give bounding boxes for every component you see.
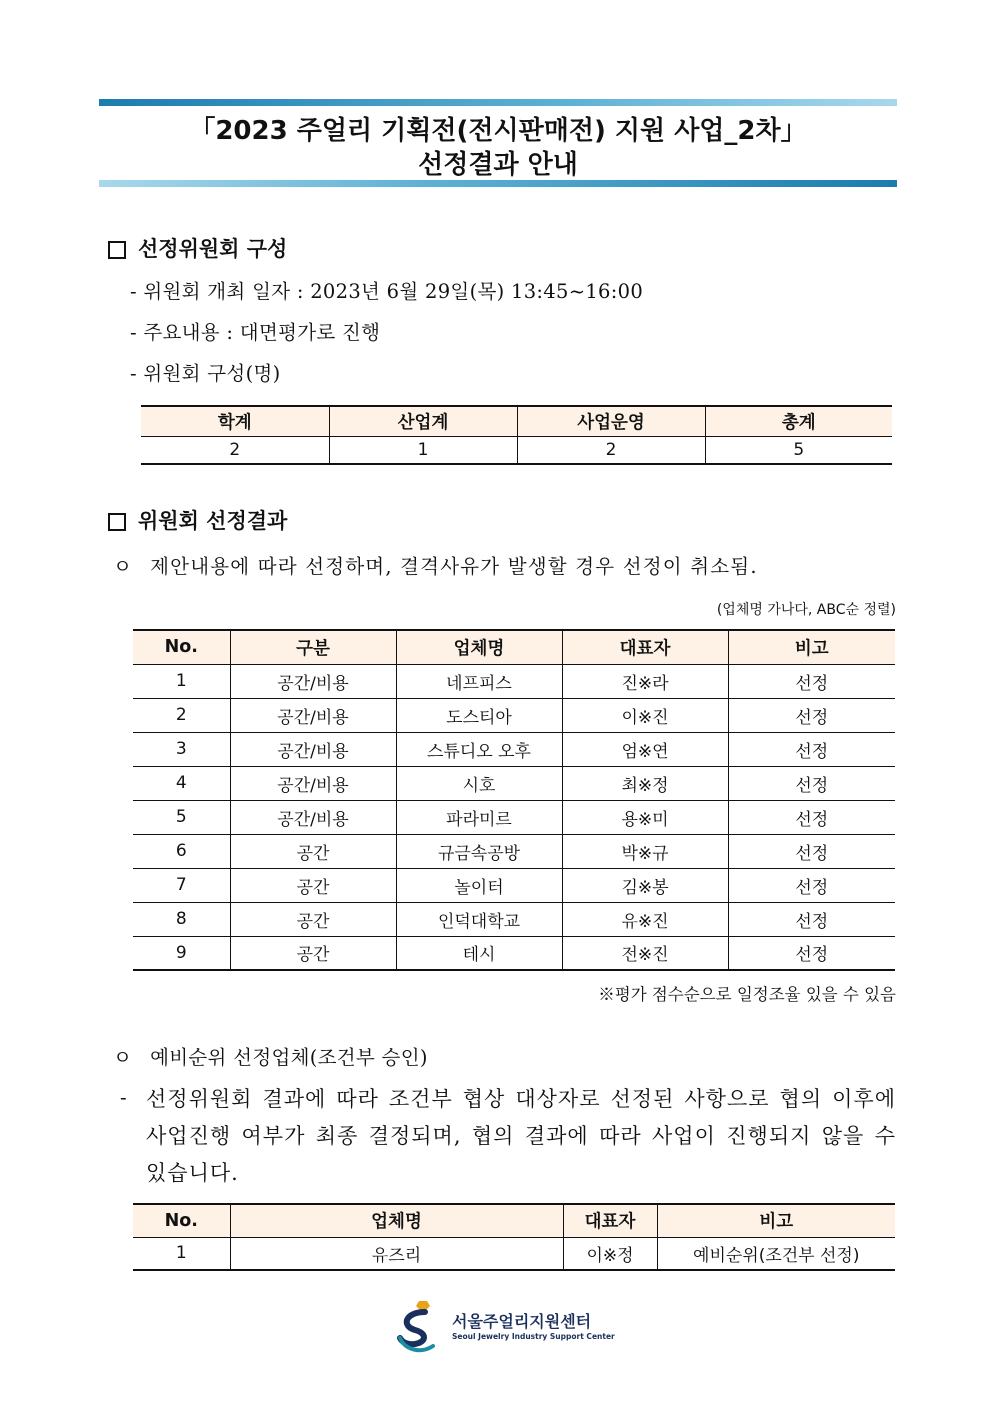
table-cell: 3 — [133, 732, 230, 766]
title-top-bar — [99, 99, 897, 106]
table-header: 학계 — [141, 406, 329, 436]
document-title-line1: 「2023 주얼리 기획전(전시판매전) 지원 사업_2차」 — [189, 116, 807, 146]
table-cell: 1 — [133, 1237, 230, 1270]
center-logo — [397, 1298, 615, 1358]
table-cell: 1 — [133, 664, 230, 698]
table-cell: 선정 — [728, 800, 895, 834]
table-row — [133, 936, 895, 970]
table-cell: 공간 — [230, 834, 396, 868]
section1-heading — [108, 233, 287, 263]
section2-bullet — [113, 551, 758, 579]
document-title-line2: 선정결과 안내 — [418, 150, 578, 180]
section3-bullet — [113, 1042, 428, 1070]
table-cell: 이※진 — [562, 698, 728, 732]
table-cell: 용※미 — [562, 800, 728, 834]
table-cell: 공간/비용 — [230, 732, 396, 766]
table-row — [133, 902, 895, 936]
section3-bullet-text: 예비순위 선정업체(조건부 승인) — [150, 1046, 428, 1069]
section1-item-composition: - 위원회 구성(명) — [130, 362, 281, 385]
section2-heading-text: 위원회 선정결과 — [138, 508, 288, 533]
table-cell: 네프피스 — [396, 664, 562, 698]
table-cell: 이※정 — [563, 1237, 657, 1270]
table-cell: 인덕대학교 — [396, 902, 562, 936]
table-cell: 선정 — [728, 664, 895, 698]
table-cell: 선정 — [728, 834, 895, 868]
table-header: 대표자 — [563, 1204, 657, 1237]
table-cell: 시호 — [396, 766, 562, 800]
table-header: No. — [133, 630, 230, 664]
table-cell: 8 — [133, 902, 230, 936]
table-row — [133, 868, 895, 902]
table-cell: 2 — [141, 436, 329, 464]
section1-item-date: - 위원회 개최 일자 : 2023년 6월 29일(목) 13:45~16:00 — [130, 280, 644, 303]
table-row — [133, 698, 895, 732]
table-cell: 놀이터 — [396, 868, 562, 902]
table-header: 총계 — [705, 406, 892, 436]
table-header: 대표자 — [562, 630, 728, 664]
table-cell: 박※규 — [562, 834, 728, 868]
table-cell: 유※진 — [562, 902, 728, 936]
table-row — [133, 766, 895, 800]
table-cell: 선정 — [728, 698, 895, 732]
table-row — [133, 800, 895, 834]
table-cell: 2 — [517, 436, 705, 464]
table-cell: 공간 — [230, 936, 396, 970]
table-cell: 7 — [133, 868, 230, 902]
section1-heading-text: 선정위원회 구성 — [138, 236, 288, 261]
table-cell: 테시 — [396, 936, 562, 970]
table-cell: 5 — [705, 436, 892, 464]
reserve-ranking-table — [133, 1203, 895, 1271]
table-cell: 공간/비용 — [230, 800, 396, 834]
section2-heading — [108, 505, 287, 535]
section3-dash: - — [120, 1086, 127, 1109]
table-header: 업체명 — [230, 1204, 563, 1237]
table-row — [133, 834, 895, 868]
selection-result-table — [133, 629, 895, 971]
section1-item-content: - 주요내용 : 대면평가로 진행 — [130, 321, 381, 344]
table-cell: 공간 — [230, 902, 396, 936]
table-cell: 9 — [133, 936, 230, 970]
table-cell: 선정 — [728, 868, 895, 902]
table-cell: 유즈리 — [230, 1237, 563, 1270]
table-cell: 6 — [133, 834, 230, 868]
table-cell: 선정 — [728, 766, 895, 800]
table-cell: 전※진 — [562, 936, 728, 970]
logo-emblem-icon — [397, 1298, 447, 1356]
table-cell: 공간 — [230, 868, 396, 902]
section3-paragraph: 선정위원회 결과에 따라 조건부 협상 대상자로 선정된 사항으로 협의 이후에 사업진행 여부가 최종 결정되며, 협의 결과에 따라 사업이 진행되지 않을 수 있습니다. — [146, 1087, 896, 1185]
table-header: 구분 — [230, 630, 396, 664]
table-row — [133, 732, 895, 766]
logo-name-ko: 서울주얼리지원센터 — [452, 1312, 592, 1331]
table-cell: 4 — [133, 766, 230, 800]
table-cell: 선정 — [728, 936, 895, 970]
table-cell: 선정 — [728, 902, 895, 936]
table-cell: 엄※연 — [562, 732, 728, 766]
table-cell: 5 — [133, 800, 230, 834]
table-cell: 선정 — [728, 732, 895, 766]
table-cell: 1 — [329, 436, 517, 464]
checkbox-square-icon — [108, 513, 126, 531]
bullet-circle-icon: ㅇ — [113, 555, 133, 578]
footnote: ※평가 점수순으로 일정조율 있을 수 있음 — [598, 985, 896, 1004]
table-header: 업체명 — [396, 630, 562, 664]
table-header: No. — [133, 1204, 230, 1237]
table-header: 비고 — [657, 1204, 895, 1237]
table-cell: 진※라 — [562, 664, 728, 698]
section2-bullet-text: 제안내용에 따라 선정하며, 결격사유가 발생할 경우 선정이 취소됨. — [150, 555, 758, 578]
logo-name-en: Seoul Jewelry Industry Support Center — [452, 1332, 615, 1341]
table-header: 사업운영 — [517, 406, 705, 436]
table-header: 비고 — [728, 630, 895, 664]
table-cell: 예비순위(조건부 선정) — [657, 1237, 895, 1270]
table-cell: 공간/비용 — [230, 698, 396, 732]
title-bottom-bar — [99, 180, 897, 187]
committee-composition-table — [141, 405, 892, 465]
table-cell: 공간/비용 — [230, 664, 396, 698]
table-cell: 2 — [133, 698, 230, 732]
bullet-circle-icon: ㅇ — [113, 1046, 133, 1069]
table-cell: 규금속공방 — [396, 834, 562, 868]
table-cell: 공간/비용 — [230, 766, 396, 800]
table-row — [133, 664, 895, 698]
sort-note: (업체명 가나다, ABC순 정렬) — [716, 602, 896, 618]
table-header: 산업계 — [329, 406, 517, 436]
checkbox-square-icon — [108, 241, 126, 259]
table-cell: 파라미르 — [396, 800, 562, 834]
table-cell: 최※정 — [562, 766, 728, 800]
table-cell: 김※봉 — [562, 868, 728, 902]
table-cell: 스튜디오 오후 — [396, 732, 562, 766]
table-cell: 도스티아 — [396, 698, 562, 732]
